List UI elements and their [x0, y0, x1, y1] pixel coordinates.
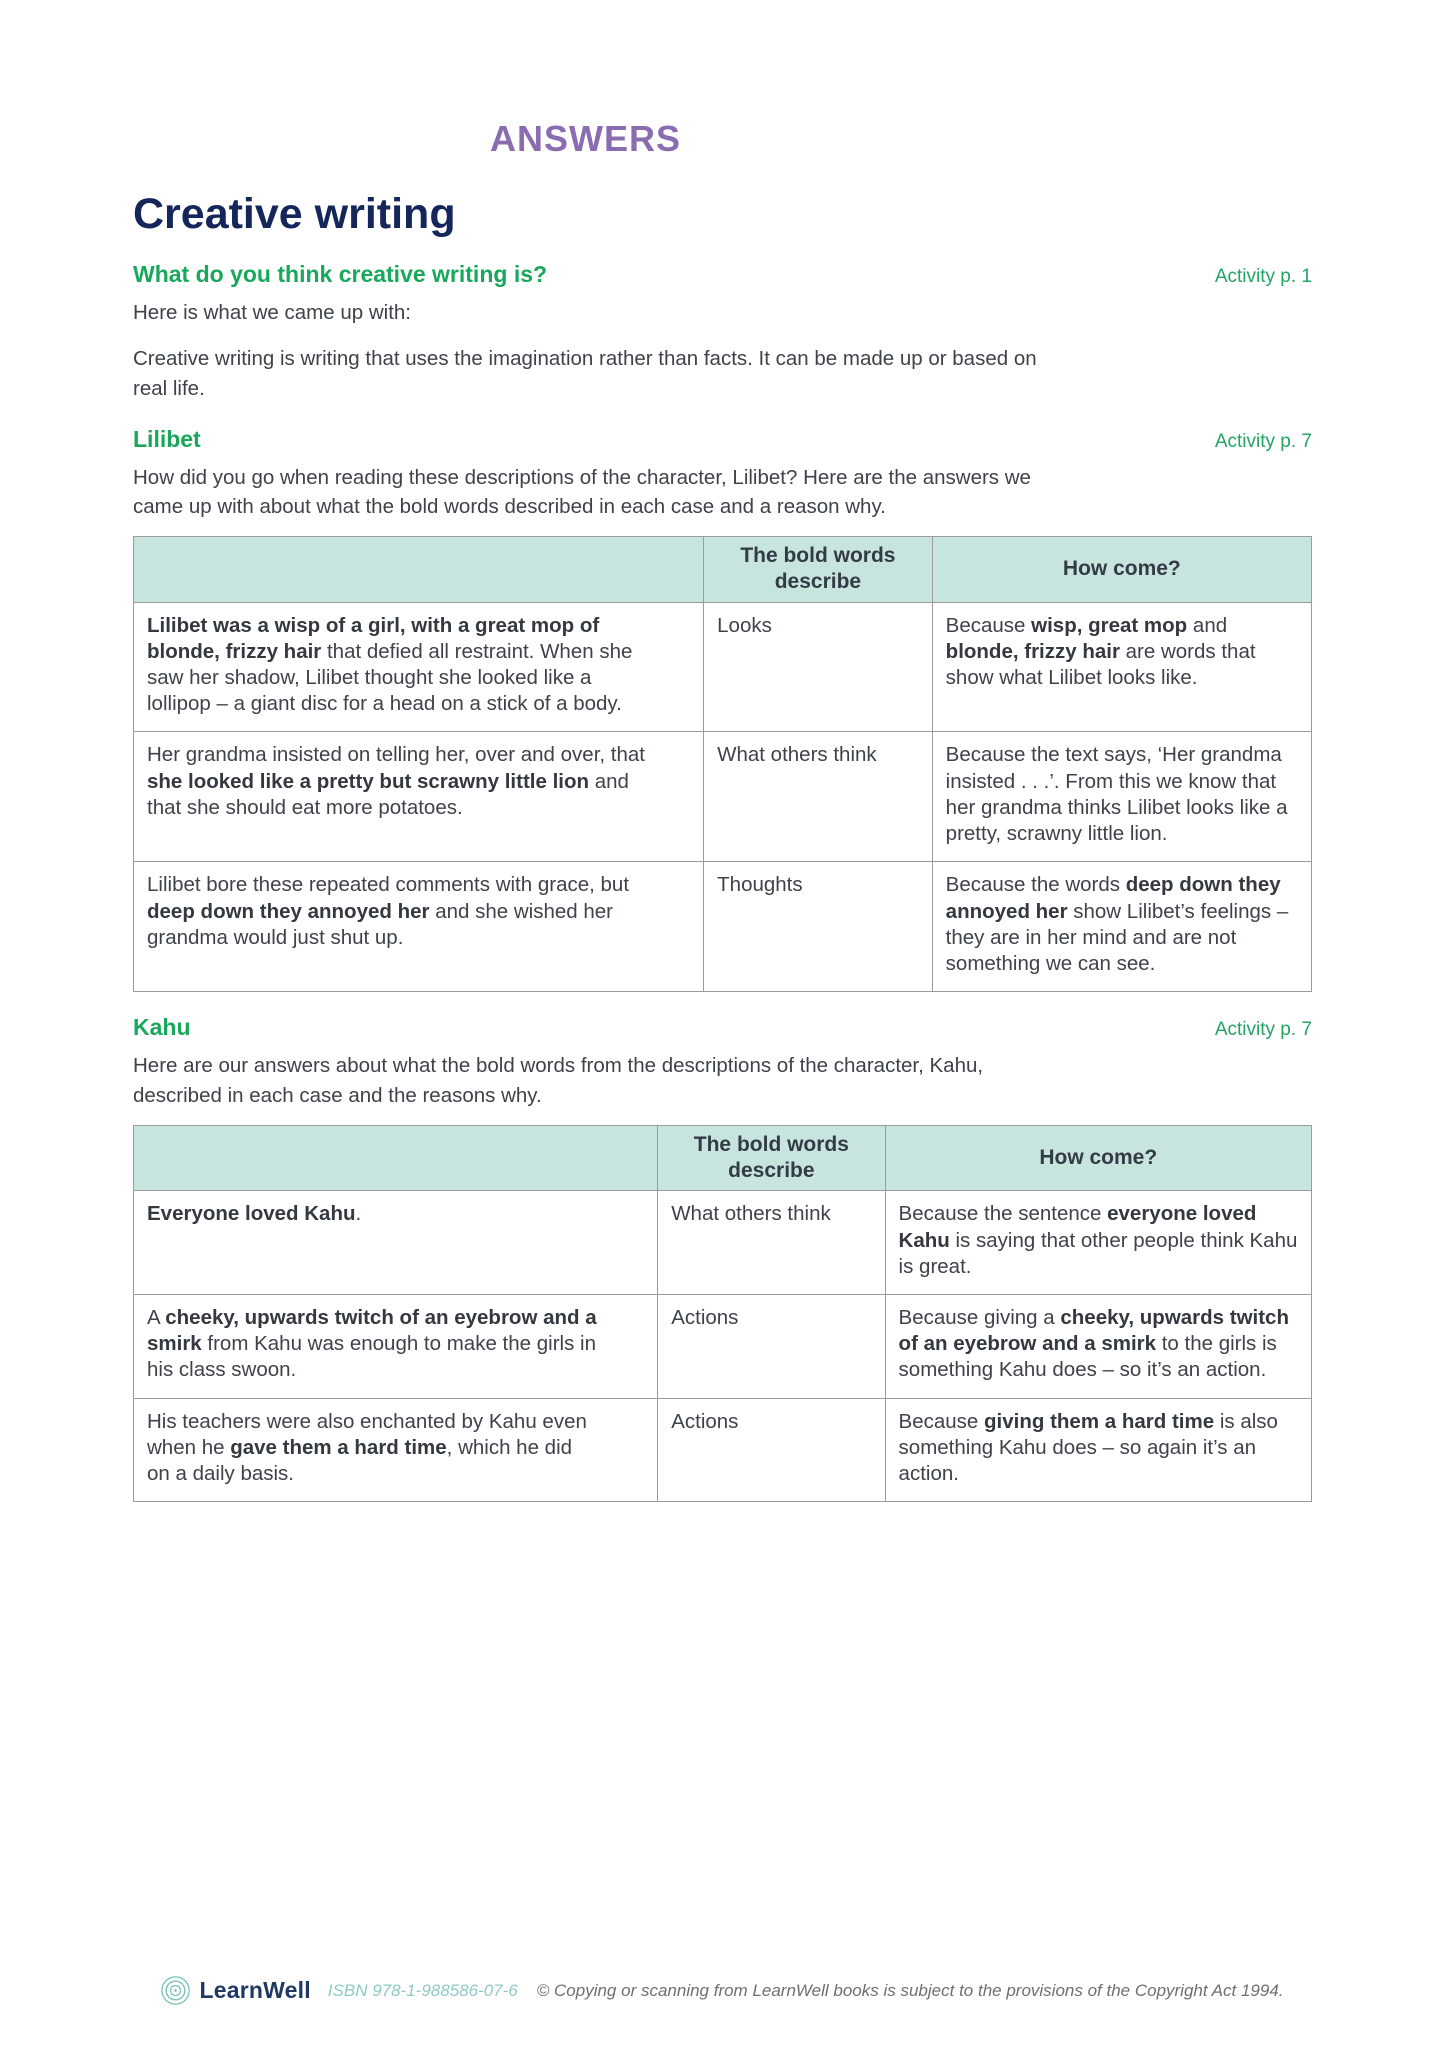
- isbn-label: ISBN 978-1-988586-07-6: [327, 1980, 518, 2000]
- copyright-text: © Copying or scanning from LearnWell books is subject to the provisions of the Copyright Act 1994.: [536, 1980, 1284, 2000]
- quote-cell: A cheeky, upwards twitch of an eyebrow and a smirk from Kahu was enough to make the girls in his class swoon.: [134, 1294, 658, 1398]
- lilibet-activity-label: Activity p. 7: [1214, 430, 1312, 452]
- kahu-table: [133, 1125, 1312, 1503]
- lilibet-section-head: [133, 426, 1312, 453]
- header-cell-howcome: How come?: [885, 1125, 1311, 1191]
- quote-cell: Everyone loved Kahu.: [134, 1191, 658, 1295]
- header-cell-howcome: How come?: [932, 537, 1311, 603]
- lilibet-table: [133, 536, 1312, 992]
- describe-cell: What others think: [658, 1191, 885, 1295]
- how-cell: Because the text says, ‘Her grandma insisted . . .’. From this we know that her grandma thinks Lilibet looks like a pretty, scrawny little lion.: [932, 732, 1311, 862]
- describe-cell: Actions: [658, 1398, 885, 1502]
- how-cell: Because giving a cheeky, upwards twitch of an eyebrow and a smirk to the girls is something Kahu does – so it’s an action.: [885, 1294, 1311, 1398]
- intro-paragraph: Creative writing is writing that uses the imagination rather than facts. It can be made up or based on real life.: [133, 347, 1037, 400]
- kahu-section-head: [133, 1014, 1312, 1041]
- kahu-heading: Kahu: [133, 1014, 191, 1041]
- kahu-paragraph: Here are our answers about what the bold words from the descriptions of the character, Kahu, described in each case and the reasons why.: [133, 1054, 984, 1108]
- kahu-activity-label: Activity p. 7: [1214, 1019, 1312, 1041]
- describe-cell: What others think: [704, 732, 933, 862]
- how-cell: Because the words deep down they annoyed her show Lilibet’s feelings – they are in her mind and are not something we can see.: [932, 862, 1311, 992]
- table-row: [134, 1294, 1312, 1398]
- quote-cell: His teachers were also enchanted by Kahu even when he gave them a hard time, which he did on a daily basis.: [134, 1398, 658, 1502]
- quote-cell: Her grandma insisted on telling her, over and over, that she looked like a pretty but scrawny little lion and that she should eat more potatoes.: [134, 732, 704, 862]
- learnwell-logo-icon: [161, 1976, 190, 2005]
- intro-lede: Here is what we came up with:: [133, 301, 412, 325]
- describe-cell: Actions: [658, 1294, 885, 1398]
- intro-section-head: [133, 261, 1312, 288]
- quote-cell: Lilibet was a wisp of a girl, with a great mop of blonde, frizzy hair that defied all restraint. When she saw her shadow, Lilibet thought she looked like a lollipop – a giant disc for a head on a stick of a body.: [134, 602, 704, 732]
- table-header-row: [134, 1125, 1312, 1191]
- table-row: [134, 732, 1312, 862]
- how-cell: Because wisp, great mop and blonde, frizzy hair are words that show what Lilibet looks like.: [932, 602, 1311, 732]
- page-footer: [0, 1976, 1445, 2005]
- lilibet-paragraph: How did you go when reading these descriptions of the character, Lilibet? Here are the answers we came up with about what the bold words described in each case and a reason why.: [133, 465, 1031, 519]
- quote-cell: Lilibet bore these repeated comments with grace, but deep down they annoyed her and she wished her grandma would just shut up.: [134, 862, 704, 992]
- table-row: [134, 1398, 1312, 1502]
- intro-activity-label: Activity p. 1: [1214, 266, 1312, 288]
- how-cell: Because the sentence everyone loved Kahu is saying that other people think Kahu is great.: [885, 1191, 1311, 1295]
- header-cell-empty: [134, 1125, 658, 1191]
- header-cell-describe: The bold words describe: [658, 1125, 885, 1191]
- how-cell: Because giving them a hard time is also something Kahu does – so again it’s an action.: [885, 1398, 1311, 1502]
- page-title: Creative writing: [133, 190, 456, 238]
- lilibet-heading: Lilibet: [133, 425, 201, 452]
- text-column: [133, 118, 1038, 239]
- header-cell-empty: [134, 537, 704, 603]
- answers-banner: ANSWERS: [489, 118, 681, 159]
- table-header-row: [134, 537, 1312, 603]
- table-row: [134, 862, 1312, 992]
- header-cell-describe: The bold words describe: [704, 537, 933, 603]
- describe-cell: Thoughts: [704, 862, 933, 992]
- describe-cell: Looks: [704, 602, 933, 732]
- table-row: [134, 1191, 1312, 1295]
- table-row: [134, 602, 1312, 732]
- brand-name: LearnWell: [199, 1977, 311, 2003]
- intro-heading: What do you think creative writing is?: [133, 261, 548, 288]
